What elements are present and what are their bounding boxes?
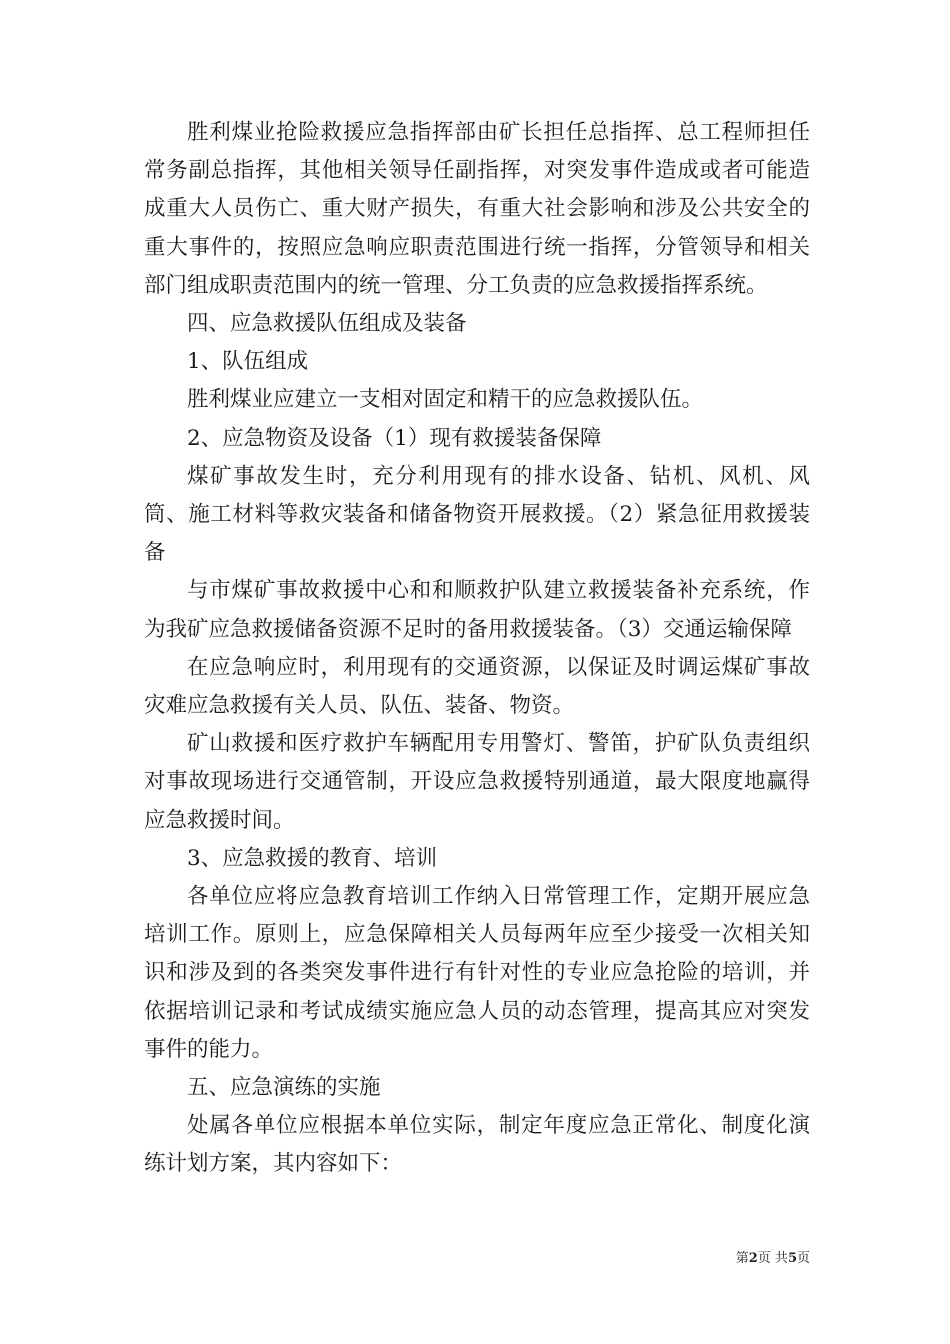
paragraph-drill-plan: 处属各单位应根据本单位实际，制定年度应急正常化、制度化演练计划方案，其内容如下： xyxy=(144,1113,810,1177)
footer-total-pages: 5 xyxy=(787,1251,797,1266)
paragraph-command-structure: 胜利煤业抢险救援应急指挥部由矿长担任总指挥、总工程师担任常务副总指挥，其他相关领导任副指挥，对突发事件造成或者可能造成重大人员伤亡、重大财产损失，有重大社会影响和涉及公共安全的重大事件的，按照应急响应职责范围进行统一指挥，分管领导和相关部门组成职责范围内的统一管理、分工负责的应急救援指挥系统。 xyxy=(144,120,810,298)
heading-section-five: 五、应急演练的实施 xyxy=(187,1075,381,1101)
paragraph-team-composition: 胜利煤业应建立一支相对固定和精干的应急救援队伍。 xyxy=(187,387,704,413)
paragraph-transport-resources: 在应急响应时，利用现有的交通资源，以保证及时调运煤矿事故灾难应急救援有关人员、队伍、装备、物资。 xyxy=(144,654,810,719)
footer-prefix: 第 xyxy=(735,1251,749,1266)
heading-section-four: 四、应急救援队伍组成及装备 xyxy=(187,311,467,337)
footer-middle: 页 共 xyxy=(757,1251,788,1266)
paragraph-vehicles-traffic: 矿山救援和医疗救护车辆配用专用警灯、警笛，护矿队负责组织对事故现场进行交通管制，开设应急救援特别通道，最大限度地赢得应急救援时间。 xyxy=(144,731,810,833)
paragraph-rescue-center: 与市煤矿事故救援中心和和顺救护队建立救援装备补充系统，作为我矿应急救援储备资源不足时的备用救援装备。（3）交通运输保障 xyxy=(144,578,810,642)
heading-materials-equipment: 2、应急物资及设备（1）现有救援装备保障 xyxy=(187,425,602,451)
paragraph-training: 各单位应将应急教育培训工作纳入日常管理工作，定期开展应急培训工作。原则上，应急保障相关人员每两年应至少接受一次相关知识和涉及到的各类突发事件进行有针对性的专业应急抢险的培训，并依据培训记录和考试成绩实施应急人员的动态管理，提高其应对突发事件的能力。 xyxy=(144,884,810,1062)
paragraph-existing-equipment: 煤矿事故发生时，充分利用现有的排水设备、钻机、风机、风筒、施工材料等救灾装备和储备物资开展救援。（2）紧急征用救援装备 xyxy=(144,463,810,566)
footer-current-page: 2 xyxy=(748,1251,758,1266)
page-number-footer xyxy=(736,1247,810,1266)
document-body xyxy=(144,114,810,1184)
heading-team-composition: 1、队伍组成 xyxy=(187,349,309,375)
heading-education-training: 3、应急救援的教育、培训 xyxy=(187,845,438,871)
footer-suffix: 页 xyxy=(796,1251,810,1266)
